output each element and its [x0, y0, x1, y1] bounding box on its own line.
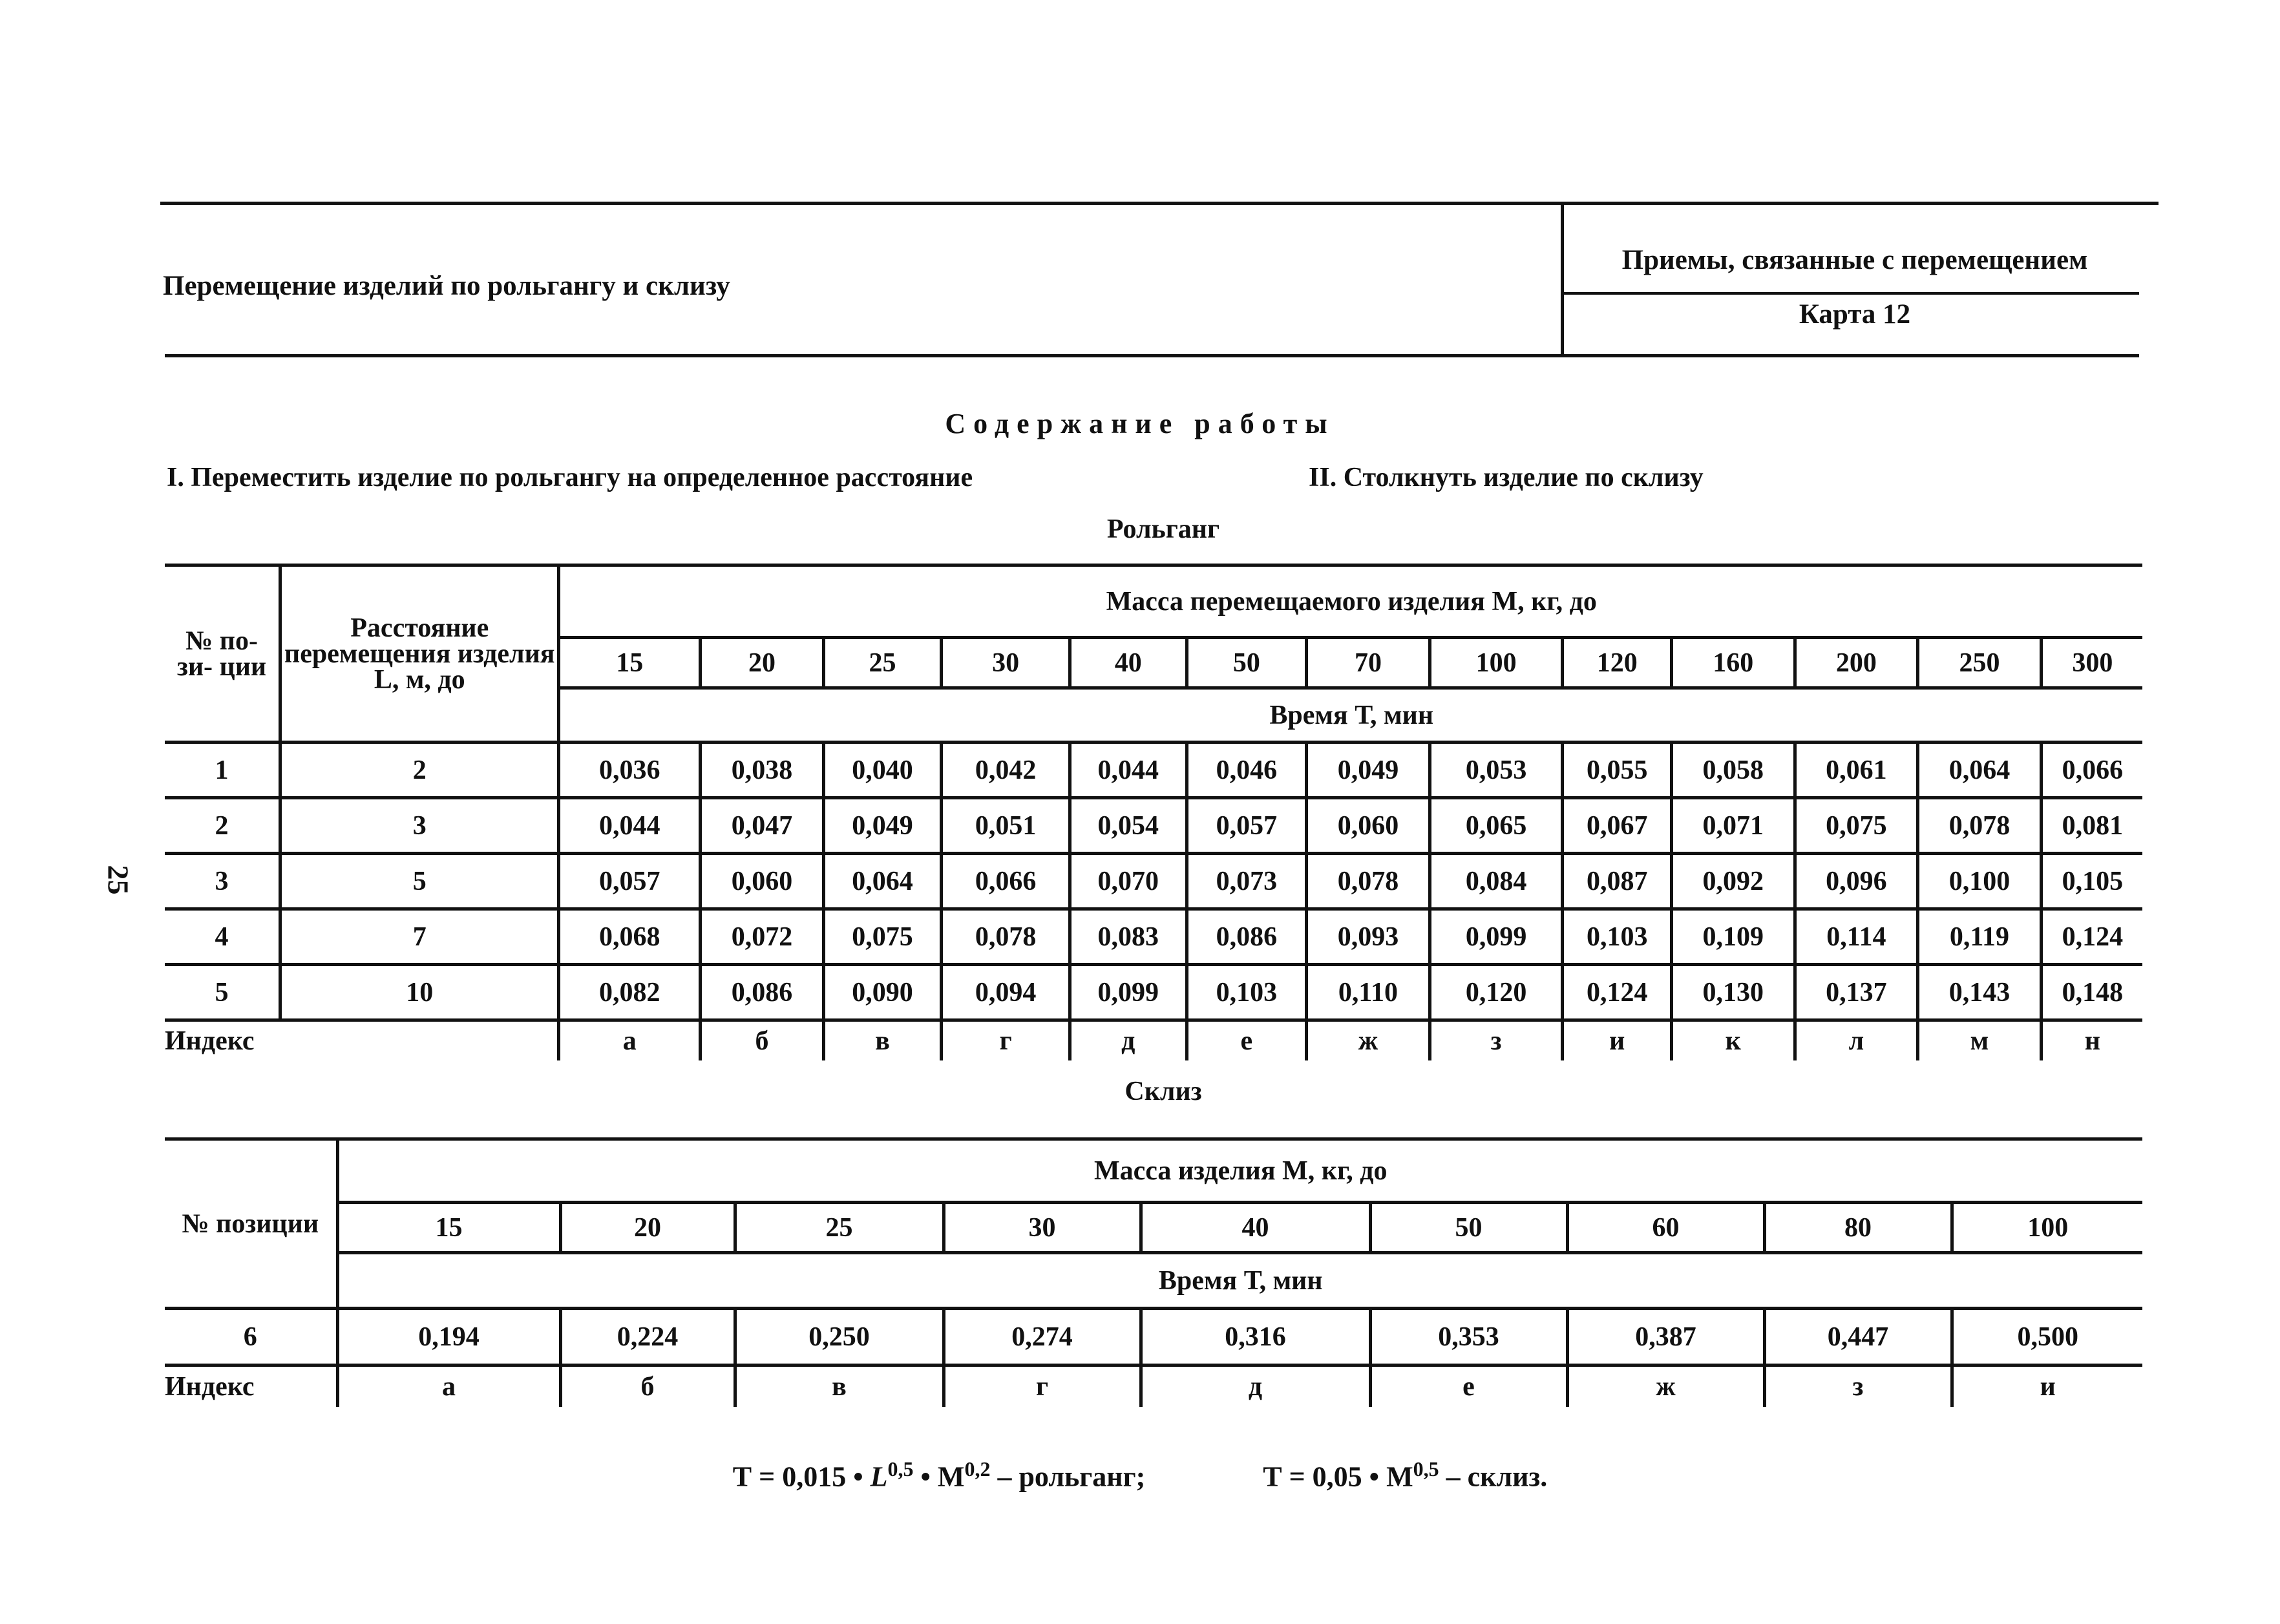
time-cell: 0,090 [823, 965, 942, 1020]
card-number: Карта 12 [1799, 299, 1911, 330]
time-cell: 0,082 [559, 965, 701, 1020]
slide-time-cell: 0,353 [1370, 1309, 1567, 1366]
table-row [165, 909, 2142, 965]
time-cell: 0,087 [1563, 854, 1672, 909]
time-cell: 0,083 [1070, 909, 1187, 965]
position-cell: 3 [165, 854, 280, 909]
time-cell: 0,130 [1671, 965, 1795, 1020]
time-cell: 0,124 [1563, 965, 1672, 1020]
time-cell: 0,036 [559, 743, 701, 798]
position-cell: 2 [165, 798, 280, 854]
time-cell: 0,075 [823, 909, 942, 965]
step-2: II. Столкнуть изделие по склизу [1309, 463, 1704, 492]
slide-mass-cell: 100 [1952, 1203, 2142, 1253]
roller-mass-cell: 25 [823, 638, 942, 688]
time-cell: 0,114 [1795, 909, 1918, 965]
slide-mass-cell: 60 [1567, 1203, 1764, 1253]
time-cell: 0,124 [2041, 909, 2142, 965]
time-cell: 0,119 [1918, 909, 2042, 965]
slide-mass-cell: 25 [735, 1203, 944, 1253]
formula-roller-exp-L: 0,5 [887, 1457, 914, 1481]
formula-roller-L: L [870, 1461, 888, 1493]
index-cell: д [1070, 1020, 1187, 1060]
document-title: Перемещение изделий по рольгангу и склизу [163, 271, 730, 301]
index-cell: в [823, 1020, 942, 1060]
time-cell: 0,064 [823, 854, 942, 909]
time-cell: 0,051 [942, 798, 1070, 854]
index-cell: л [1795, 1020, 1918, 1060]
slide-index-cell: и [1952, 1366, 2142, 1407]
category-title: Приемы, связанные с перемещением [1621, 245, 2088, 275]
roller-mass-cell: 20 [701, 638, 824, 688]
time-cell: 0,078 [942, 909, 1070, 965]
time-cell: 0,058 [1671, 743, 1795, 798]
time-cell: 0,046 [1187, 743, 1307, 798]
time-cell: 0,057 [559, 854, 701, 909]
roller-mass-cell: 15 [559, 638, 701, 688]
formula-roller-a: Т = 0,015 • [732, 1461, 871, 1493]
time-cell: 0,093 [1307, 909, 1430, 965]
slide-index-cell: ж [1567, 1366, 1764, 1407]
distance-cell: 3 [280, 798, 559, 854]
time-cell: 0,109 [1671, 909, 1795, 965]
col-position-header: № по- зи- ции [165, 565, 280, 743]
time-cell: 0,075 [1795, 798, 1918, 854]
time-cell: 0,057 [1187, 798, 1307, 854]
time-cell: 0,065 [1430, 798, 1563, 854]
time-cell: 0,070 [1070, 854, 1187, 909]
time-cell: 0,078 [1918, 798, 2042, 854]
time-cell: 0,110 [1307, 965, 1430, 1020]
header-right-rule [1564, 292, 2139, 295]
distance-cell: 2 [280, 743, 559, 798]
slide-index-cell: г [944, 1366, 1141, 1407]
distance-cell: 7 [280, 909, 559, 965]
mass-header: Масса перемещаемого изделия М, кг, до [559, 565, 2142, 638]
header-top-rule [160, 202, 2159, 205]
formula [0, 1457, 2280, 1493]
time-cell: 0,073 [1187, 854, 1307, 909]
slide-time-cell: 0,274 [944, 1309, 1141, 1366]
time-cell: 0,060 [701, 854, 824, 909]
slide-time-cell: 0,500 [1952, 1309, 2142, 1366]
time-cell: 0,103 [1187, 965, 1307, 1020]
page-number: 25 [101, 865, 135, 895]
formula-roller-b: • М [913, 1461, 965, 1493]
step-1: I. Переместить изделие по рольгангу на определенное расстояние [167, 463, 973, 492]
table-row [165, 743, 2142, 798]
position-cell: 4 [165, 909, 280, 965]
time-cell: 0,078 [1307, 854, 1430, 909]
slide-mass-cell: 50 [1370, 1203, 1567, 1253]
formula-slide-a: Т = 0,05 • М [1263, 1461, 1413, 1493]
time-cell: 0,055 [1563, 743, 1672, 798]
time-cell: 0,100 [1918, 854, 2042, 909]
roller-mass-cell: 70 [1307, 638, 1430, 688]
roller-mass-cell: 200 [1795, 638, 1918, 688]
time-cell: 0,105 [2041, 854, 2142, 909]
slide-index-cell: в [735, 1366, 944, 1407]
header-divider [1561, 203, 1564, 355]
time-cell: 0,072 [701, 909, 824, 965]
time-cell: 0,120 [1430, 965, 1563, 1020]
time-cell: 0,096 [1795, 854, 1918, 909]
time-cell: 0,092 [1671, 854, 1795, 909]
time-cell: 0,143 [1918, 965, 2042, 1020]
time-cell: 0,086 [701, 965, 824, 1020]
slide-mass-cell: 20 [560, 1203, 735, 1253]
time-cell: 0,049 [1307, 743, 1430, 798]
slide-index-cell: б [560, 1366, 735, 1407]
table-row [165, 854, 2142, 909]
slide-index-row [165, 1366, 2142, 1407]
table-row [165, 798, 2142, 854]
distance-cell: 5 [280, 854, 559, 909]
time-cell: 0,054 [1070, 798, 1187, 854]
index-cell: а [559, 1020, 701, 1060]
formula-slide-b: – склиз. [1439, 1461, 1548, 1493]
time-cell: 0,049 [823, 798, 942, 854]
time-cell: 0,067 [1563, 798, 1672, 854]
slide-time-cell: 0,194 [337, 1309, 560, 1366]
time-cell: 0,148 [2041, 965, 2142, 1020]
position-cell: 5 [165, 965, 280, 1020]
index-cell: з [1430, 1020, 1563, 1060]
time-cell: 0,061 [1795, 743, 1918, 798]
time-cell: 0,060 [1307, 798, 1430, 854]
position-cell: 1 [165, 743, 280, 798]
time-cell: 0,099 [1430, 909, 1563, 965]
slide-time-cell: 0,387 [1567, 1309, 1764, 1366]
roller-mass-cell: 120 [1563, 638, 1672, 688]
index-cell: г [942, 1020, 1070, 1060]
time-cell: 0,047 [701, 798, 824, 854]
slide-table [165, 1137, 2142, 1407]
time-cell: 0,071 [1671, 798, 1795, 854]
col-distance-header: Расстояние перемещения изделия L, м, до [280, 565, 559, 743]
roller-mass-cell: 30 [942, 638, 1070, 688]
time-cell: 0,044 [559, 798, 701, 854]
slide-time-cell: 0,447 [1764, 1309, 1952, 1366]
time-cell: 0,068 [559, 909, 701, 965]
slide-time-header: Время Т, мин [337, 1253, 2142, 1309]
time-cell: 0,084 [1430, 854, 1563, 909]
roller-mass-cell: 160 [1671, 638, 1795, 688]
time-cell: 0,038 [701, 743, 824, 798]
slide-index-cell: з [1764, 1366, 1952, 1407]
time-cell: 0,040 [823, 743, 942, 798]
index-cell: м [1918, 1020, 2042, 1060]
roller-mass-cell: 100 [1430, 638, 1563, 688]
roller-title: Рольганг [1106, 514, 1220, 544]
index-label: Индекс [165, 1026, 255, 1056]
time-cell: 0,103 [1563, 909, 1672, 965]
formula-roller-exp-M: 0,2 [964, 1457, 991, 1481]
table-row [165, 965, 2142, 1020]
time-cell: 0,066 [942, 854, 1070, 909]
slide-time-cell: 0,224 [560, 1309, 735, 1366]
work-heading: Содержание работы [945, 408, 1335, 439]
roller-mass-cell: 50 [1187, 638, 1307, 688]
slide-title: Склиз [1124, 1077, 1202, 1106]
roller-mass-cell: 250 [1918, 638, 2042, 688]
slide-index-cell: е [1370, 1366, 1567, 1407]
index-row [165, 1020, 2142, 1060]
time-cell: 0,044 [1070, 743, 1187, 798]
roller-table [165, 564, 2142, 1060]
slide-index-cell: а [337, 1366, 560, 1407]
formula-roller-c: – рольганг; [990, 1461, 1146, 1493]
time-cell: 0,064 [1918, 743, 2042, 798]
time-cell: 0,094 [942, 965, 1070, 1020]
slide-index-label: Индекс [165, 1371, 255, 1402]
slide-mass-cell: 80 [1764, 1203, 1952, 1253]
index-cell: к [1671, 1020, 1795, 1060]
header-bottom-rule [165, 354, 2139, 357]
distance-cell: 10 [280, 965, 559, 1020]
roller-mass-cell: 40 [1070, 638, 1187, 688]
roller-mass-cell: 300 [2041, 638, 2142, 688]
slide-position-cell: 6 [165, 1309, 337, 1366]
slide-time-cell: 0,316 [1141, 1309, 1370, 1366]
slide-index-cell: д [1141, 1366, 1370, 1407]
slide-time-cell: 0,250 [735, 1309, 944, 1366]
index-cell: е [1187, 1020, 1307, 1060]
table-row [165, 1309, 2142, 1366]
time-cell: 0,053 [1430, 743, 1563, 798]
index-cell: б [701, 1020, 824, 1060]
slide-mass-cell: 15 [337, 1203, 560, 1253]
slide-mass-header: Масса изделия М, кг, до [337, 1139, 2142, 1203]
index-cell: и [1563, 1020, 1672, 1060]
index-cell: ж [1307, 1020, 1430, 1060]
time-cell: 0,086 [1187, 909, 1307, 965]
slide-mass-cell: 40 [1141, 1203, 1370, 1253]
time-cell: 0,042 [942, 743, 1070, 798]
time-cell: 0,081 [2041, 798, 2142, 854]
formula-slide-exp-M: 0,5 [1413, 1457, 1439, 1481]
slide-mass-cell: 30 [944, 1203, 1141, 1253]
slide-col-position-header: № позиции [165, 1139, 337, 1309]
index-cell: н [2041, 1020, 2142, 1060]
time-header: Время Т, мин [559, 688, 2142, 743]
time-cell: 0,099 [1070, 965, 1187, 1020]
time-cell: 0,066 [2041, 743, 2142, 798]
time-cell: 0,137 [1795, 965, 1918, 1020]
